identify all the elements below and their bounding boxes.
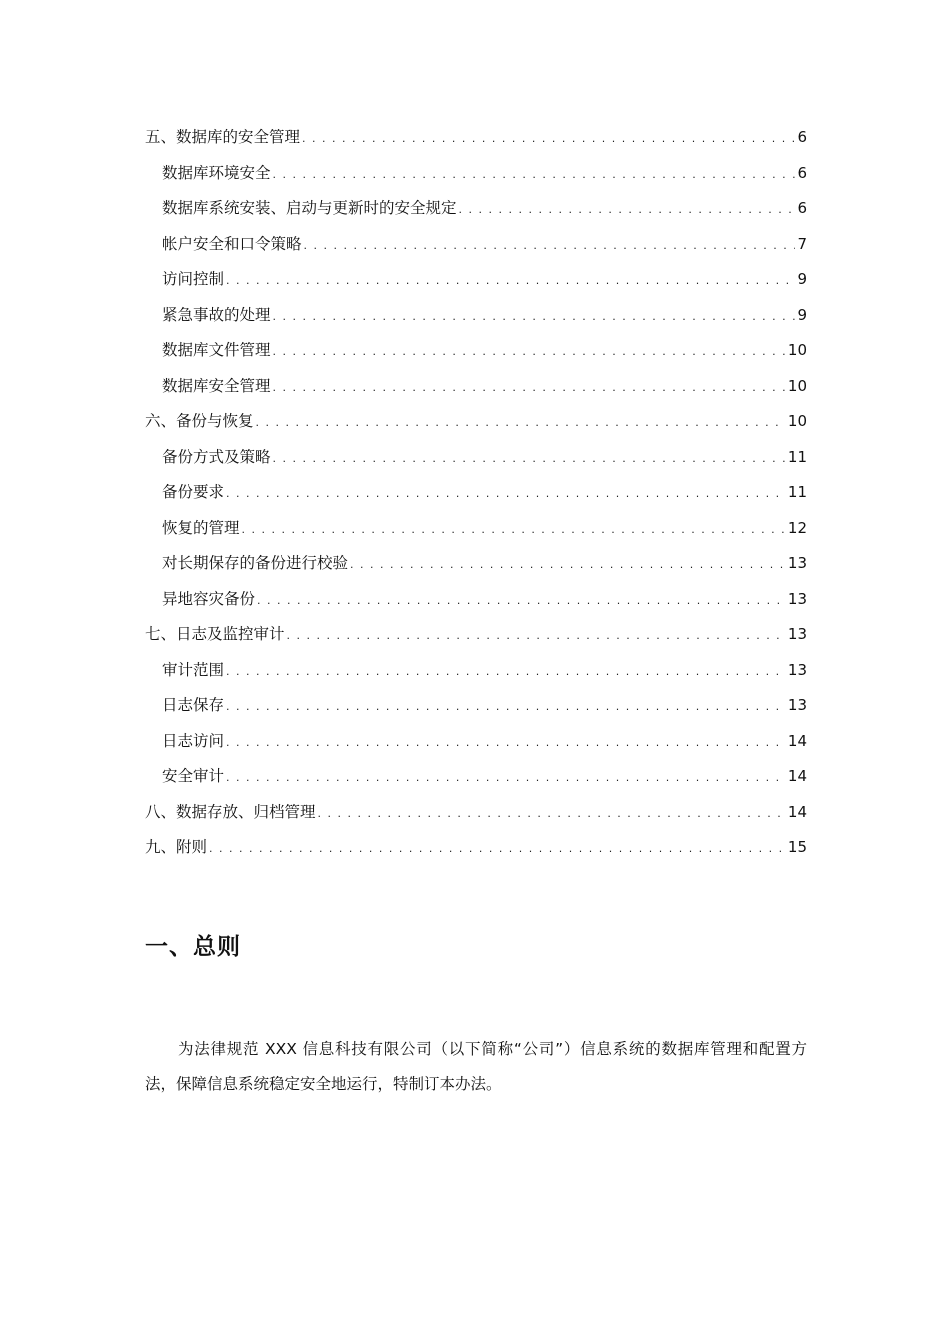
toc-dot-leader [273,334,786,370]
toc-entry[interactable] [145,369,807,405]
toc-entry-page: 6 [797,128,807,146]
toc-dot-leader [304,228,796,264]
toc-entry-page: 10 [787,376,807,395]
toc-entry[interactable] [145,333,807,369]
toc-entry-page: 6 [797,163,807,182]
table-of-contents [145,120,807,866]
toc-entry-page: 13 [787,660,807,679]
toc-entry[interactable] [145,759,807,795]
toc-entry[interactable] [145,511,807,547]
toc-entry-title: 数据库系统安装、启动与更新时的安全规定 [162,199,457,217]
toc-entry-page: 10 [787,412,807,430]
toc-entry-page: 9 [797,270,807,288]
toc-entry-title: 六、备份与恢复 [145,412,254,430]
toc-entry-page: 12 [787,518,807,537]
toc-dot-leader [257,583,786,619]
toc-dot-leader [273,299,796,335]
toc-dot-leader [256,405,786,441]
toc-dot-leader [226,654,786,690]
toc-entry[interactable] [145,724,807,760]
toc-entry-page: 14 [787,731,807,750]
toc-entry-page: 13 [787,589,807,608]
toc-entry-page: 11 [787,447,807,466]
toc-entry[interactable] [145,830,807,866]
toc-entry-page: 10 [787,341,807,359]
toc-entry-title: 数据库环境安全 [162,163,271,182]
toc-entry-title: 帐户安全和口令策略 [162,234,302,253]
toc-entry[interactable] [145,227,807,263]
toc-entry[interactable] [145,688,807,724]
toc-entry-page: 13 [787,696,807,714]
toc-entry-title: 安全审计 [162,767,225,785]
toc-entry-page: 6 [797,199,807,217]
toc-entry-page: 13 [787,625,807,643]
toc-dot-leader [226,689,786,725]
toc-dot-leader [287,618,786,654]
toc-dot-leader [226,725,786,761]
toc-entry-title: 七、日志及监控审计 [145,625,285,643]
toc-entry-title: 数据库文件管理 [162,341,271,359]
toc-entry[interactable] [145,298,807,334]
toc-entry-page: 14 [787,802,807,821]
toc-dot-leader [350,547,786,583]
toc-entry[interactable] [145,120,807,156]
toc-entry-page: 14 [787,767,807,785]
toc-dot-leader [273,370,786,406]
toc-dot-leader [242,512,786,548]
toc-entry[interactable] [145,617,807,653]
toc-entry[interactable] [145,546,807,582]
toc-entry-page: 15 [787,838,807,856]
toc-dot-leader [302,121,795,157]
toc-entry[interactable] [145,440,807,476]
toc-dot-leader [209,831,786,867]
toc-entry[interactable] [145,156,807,192]
toc-dot-leader [459,192,796,228]
toc-entry-page: 11 [787,483,807,501]
toc-entry[interactable] [145,475,807,511]
toc-entry-title: 备份要求 [162,483,225,501]
toc-entry-title: 日志保存 [162,696,225,714]
toc-entry-title: 日志访问 [162,731,225,750]
toc-dot-leader [273,441,786,477]
toc-entry-title: 五、数据库的安全管理 [145,128,301,146]
toc-entry-title: 九、附则 [145,838,208,856]
section-heading: 一、总则 [145,934,241,960]
toc-entry[interactable] [145,795,807,831]
toc-entry[interactable] [145,653,807,689]
toc-entry-title: 审计范围 [162,660,225,679]
toc-entry-title: 紧急事故的处理 [162,305,271,324]
toc-entry-title: 备份方式及策略 [162,447,271,466]
toc-entry[interactable] [145,404,807,440]
toc-dot-leader [318,796,786,832]
toc-entry-title: 八、数据存放、归档管理 [145,802,316,821]
toc-entry-page: 13 [787,554,807,572]
toc-dot-leader [226,760,786,796]
toc-entry-title: 数据库安全管理 [162,376,271,395]
toc-entry[interactable] [145,262,807,298]
toc-entry[interactable] [145,191,807,227]
toc-dot-leader [226,263,795,299]
toc-entry-title: 访问控制 [162,270,225,288]
toc-dot-leader [226,476,786,512]
section-paragraph: 为法律规范 XXX 信息科技有限公司（以下简称“公司”）信息系统的数据库管理和配置方法，保障信息系统稳定安全地运行，特制订本办法。 [145,1040,807,1093]
toc-entry-title: 恢复的管理 [162,518,240,537]
toc-entry[interactable] [145,582,807,618]
toc-entry-title: 对长期保存的备份进行校验 [162,554,349,572]
toc-dot-leader [273,157,796,193]
toc-entry-page: 9 [797,305,807,324]
toc-entry-page: 7 [797,234,807,253]
toc-entry-title: 异地容灾备份 [162,589,256,608]
